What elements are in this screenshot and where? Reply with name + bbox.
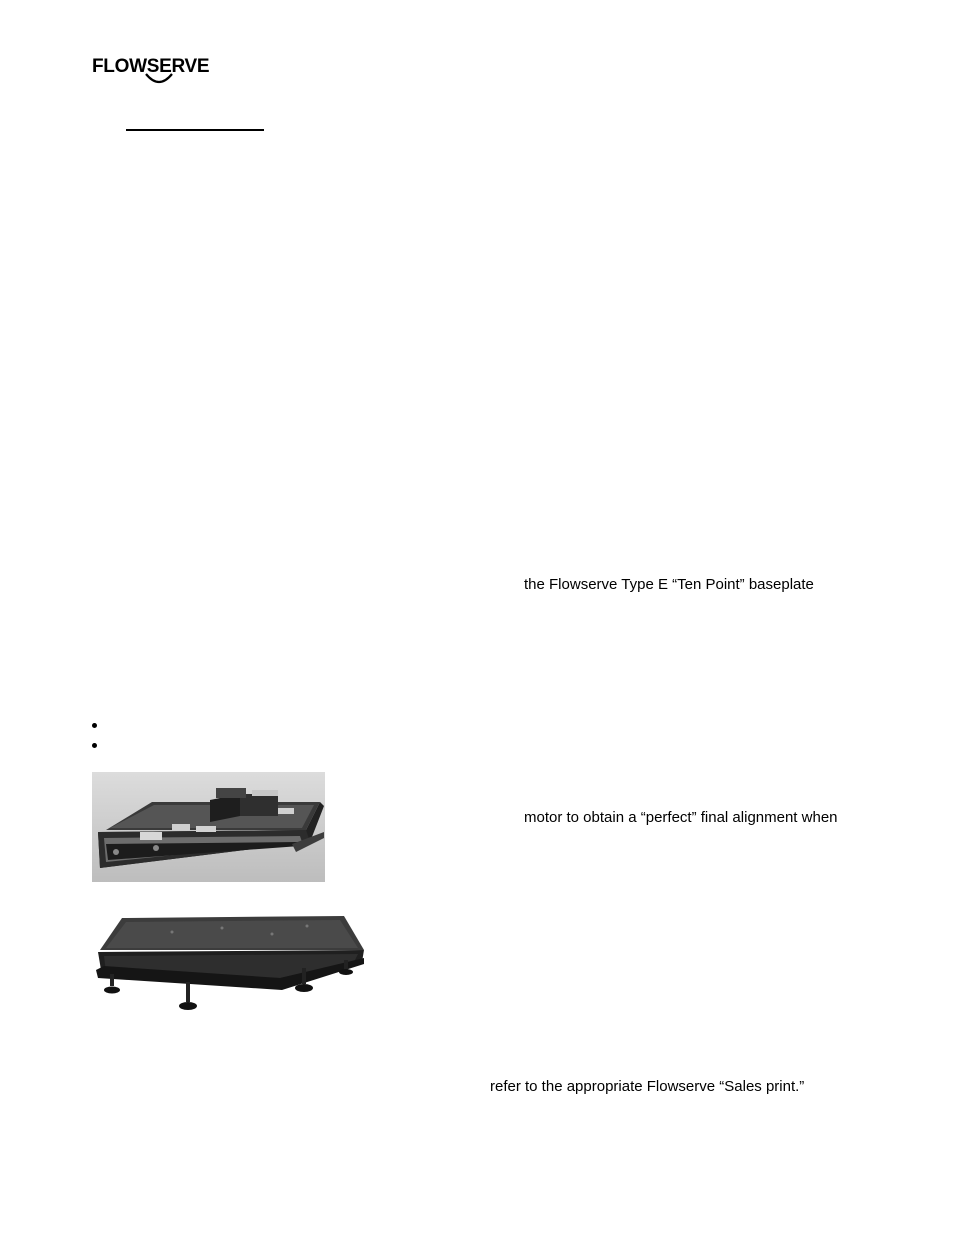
baseplate-photo-icon	[92, 772, 325, 882]
list-bullet	[92, 743, 97, 748]
body-text-line: motor to obtain a “perfect” final alignment when	[524, 809, 838, 826]
logo-swoosh-icon	[144, 72, 174, 86]
flowserve-logo	[92, 56, 210, 88]
baseplate-photo-icon	[92, 912, 367, 1027]
section-heading-underline	[126, 129, 264, 131]
list-bullet	[92, 723, 97, 728]
baseplate-photo-type-e	[92, 772, 325, 882]
logo-wordmark: FLOWSERVE	[92, 56, 210, 77]
body-text-line: the Flowserve Type E “Ten Point” baseplate	[524, 576, 814, 593]
body-text-line: refer to the appropriate Flowserve “Sales print.”	[490, 1078, 805, 1095]
baseplate-photo-stilt	[92, 912, 367, 1027]
